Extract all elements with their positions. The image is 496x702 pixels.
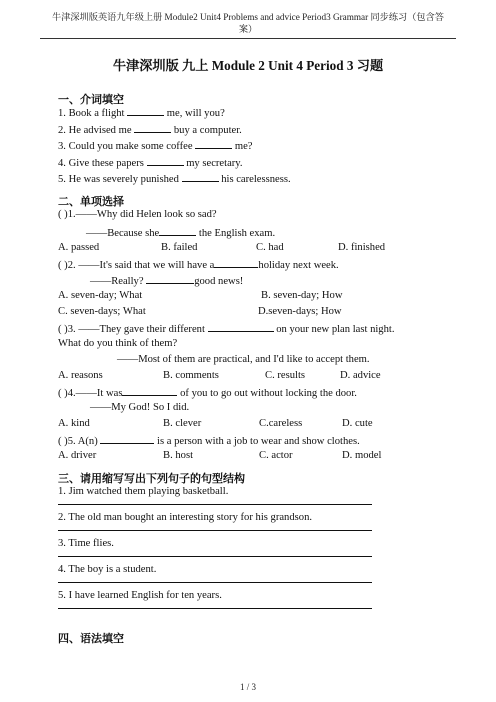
section-1-item: 3. Could you make some coffee me? (58, 138, 253, 153)
page-title: 牛津深圳版 九上 Module 2 Unit 4 Period 3 习题 (112, 58, 384, 73)
q1-option-b[interactable]: B. failed (161, 242, 198, 253)
question-5-stem: ( )5. A(n) is a person with a job to wear and show clothes. (58, 433, 360, 448)
q1-option-d[interactable]: D. finished (338, 242, 386, 253)
section-1-item: 1. Book a flight me, will you? (58, 105, 225, 120)
q4-option-a[interactable]: A. kind (58, 418, 90, 429)
q3-option-c[interactable]: C. results (265, 370, 306, 381)
question-3-stem-line-2: What do you think of them? (58, 338, 178, 349)
q1-option-a[interactable]: A. passed (58, 242, 100, 253)
fill-blank[interactable] (147, 155, 184, 166)
section-3-heading: 三、请用缩写写出下列句子的句型结构 (58, 472, 245, 485)
fill-blank[interactable] (182, 171, 219, 182)
fill-blank[interactable] (214, 257, 258, 268)
question-4-reply: ——My God! So I did. (90, 402, 190, 413)
answer-paren[interactable]: ( ) (58, 260, 68, 271)
answer-line[interactable] (58, 556, 372, 557)
section-3-item: 3. Time flies. (58, 538, 114, 549)
section-3-item: 5. I have learned English for ten years. (58, 590, 222, 601)
question-2-stem: ( )2. ——It's said that we will have a holiday next week. (58, 257, 339, 272)
page-number: 1 / 3 (239, 682, 256, 692)
fill-blank[interactable] (146, 273, 194, 284)
answer-paren[interactable]: ( ) (58, 209, 68, 220)
q2-option-d[interactable]: D.seven-days; How (258, 306, 342, 317)
answer-line[interactable] (58, 530, 372, 531)
answer-paren[interactable]: ( ) (58, 388, 68, 399)
section-3-item: 4. The boy is a student. (58, 564, 157, 575)
section-2-heading: 二、单项选择 (58, 195, 124, 208)
question-3-stem: ( )3. ——They gave their different on your new plan last night. (58, 321, 395, 336)
fill-blank[interactable] (195, 138, 232, 149)
answer-paren[interactable]: ( ) (58, 324, 68, 335)
section-4-heading: 四、语法填空 (58, 632, 124, 645)
q5-option-c[interactable]: C. actor (259, 450, 293, 461)
section-1-item: 2. He advised me buy a computer. (58, 122, 242, 137)
q5-option-a[interactable]: A. driver (58, 450, 97, 461)
q1-option-c[interactable]: C. had (256, 242, 284, 253)
fill-blank[interactable] (122, 385, 177, 396)
fill-blank[interactable] (100, 433, 154, 444)
fill-blank[interactable] (134, 122, 171, 133)
section-1-item: 5. He was severely punished his carelessness. (58, 171, 291, 186)
section-1-heading: 一、介词填空 (58, 93, 124, 106)
page-header (40, 11, 456, 35)
q5-option-d[interactable]: D. model (342, 450, 382, 461)
answer-line[interactable] (58, 504, 372, 505)
question-3-reply: ——Most of them are practical, and I'd like to accept them. (117, 354, 370, 365)
question-1-reply: ——Because she the English exam. (86, 225, 275, 240)
header-line-2: 案） (238, 24, 258, 34)
q3-option-a[interactable]: A. reasons (58, 370, 103, 381)
q4-option-c[interactable]: C.careless (259, 418, 303, 429)
header-line-1: 牛津深圳版英语九年级上册 Module2 Unit4 Problems and advice Period3 Grammar 同步练习（包含答 (52, 12, 444, 22)
q3-option-b[interactable]: B. comments (163, 370, 219, 381)
answer-line[interactable] (58, 608, 372, 609)
section-3-item: 2. The old man bought an interesting story for his grandson. (58, 512, 313, 523)
q5-option-b[interactable]: B. host (163, 450, 194, 461)
q3-option-d[interactable]: D. advice (340, 370, 381, 381)
fill-blank[interactable] (159, 225, 196, 236)
q4-option-d[interactable]: D. cute (342, 418, 373, 429)
answer-line[interactable] (58, 582, 372, 583)
question-4-stem: ( )4.——It was of you to go out without locking the door. (58, 385, 357, 400)
fill-blank[interactable] (127, 105, 164, 116)
q2-option-a[interactable]: A. seven-day; What (58, 290, 143, 301)
question-2-reply: ——Really? good news! (90, 273, 243, 288)
q2-option-b[interactable]: B. seven-day; How (261, 290, 343, 301)
section-1-item: 4. Give these papers my secretary. (58, 155, 243, 170)
section-3-item: 1. Jim watched them playing basketball. (58, 486, 229, 497)
q2-option-c[interactable]: C. seven-days; What (58, 306, 146, 317)
answer-paren[interactable]: ( ) (58, 436, 68, 447)
q4-option-b[interactable]: B. clever (163, 418, 202, 429)
fill-blank[interactable] (208, 321, 274, 332)
header-divider (40, 38, 456, 39)
question-1-stem: ( )1.——Why did Helen look so sad? (58, 209, 217, 220)
